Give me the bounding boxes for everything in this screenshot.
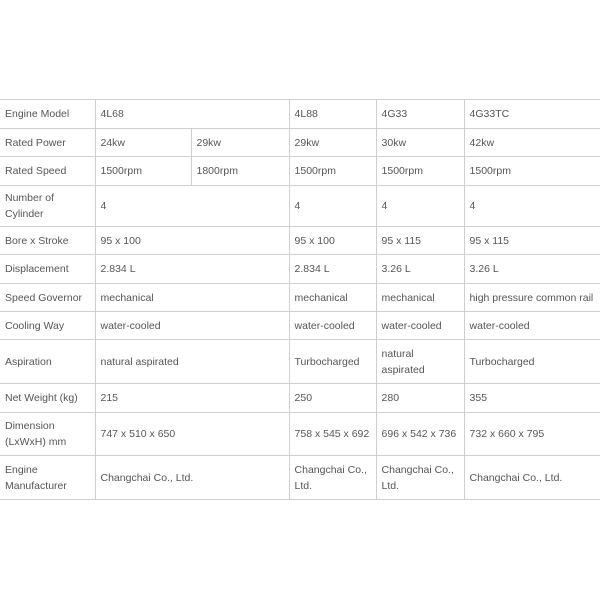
cell-4l68: 215 — [95, 384, 289, 413]
cell-4l88: 758 x 545 x 692 — [289, 413, 376, 456]
row-label: Engine Model — [0, 100, 95, 129]
cell-4g33tc: 1500rpm — [464, 157, 600, 186]
cell-4l88: mechanical — [289, 284, 376, 312]
row-speed-governor — [0, 284, 600, 312]
row-displacement — [0, 255, 600, 284]
row-label: Rated Speed — [0, 157, 95, 186]
cell-4l88: Changchai Co., Ltd. — [289, 456, 376, 500]
cell-4g33tc: 355 — [464, 384, 600, 413]
cell-4l68: 4L68 — [95, 100, 289, 129]
cell-4l68-a: 1500rpm — [95, 157, 191, 186]
row-label: Engine Manufacturer — [0, 456, 95, 500]
row-rated-speed — [0, 157, 600, 186]
cell-4l88: 1500rpm — [289, 157, 376, 186]
cell-4l68: 95 x 100 — [95, 227, 289, 255]
cell-4g33tc: 42kw — [464, 129, 600, 157]
row-label: Bore x Stroke — [0, 227, 95, 255]
cell-4l88: 250 — [289, 384, 376, 413]
cell-4g33: 30kw — [376, 129, 464, 157]
cell-4l88: 4 — [289, 186, 376, 227]
cell-4g33: natural aspirated — [376, 340, 464, 384]
row-number-of-cylinder — [0, 186, 600, 227]
engine-spec-table — [0, 99, 600, 500]
cell-4g33tc: 4 — [464, 186, 600, 227]
row-aspiration — [0, 340, 600, 384]
row-dimension — [0, 413, 600, 456]
row-label: Aspiration — [0, 340, 95, 384]
cell-4g33: water-cooled — [376, 312, 464, 340]
row-bore-x-stroke — [0, 227, 600, 255]
cell-4l68: mechanical — [95, 284, 289, 312]
cell-4l68: natural aspirated — [95, 340, 289, 384]
row-cooling-way — [0, 312, 600, 340]
row-engine-model — [0, 100, 600, 129]
cell-4l68: 4 — [95, 186, 289, 227]
row-net-weight — [0, 384, 600, 413]
cell-4g33: 4G33 — [376, 100, 464, 129]
cell-4g33: 280 — [376, 384, 464, 413]
cell-4g33tc: 3.26 L — [464, 255, 600, 284]
cell-4l68: 2.834 L — [95, 255, 289, 284]
cell-4g33: 3.26 L — [376, 255, 464, 284]
cell-4g33tc: 4G33TC — [464, 100, 600, 129]
spec-table-wrapper — [0, 99, 600, 500]
cell-4l68-a: 24kw — [95, 129, 191, 157]
cell-4l88: water-cooled — [289, 312, 376, 340]
cell-4g33: 696 x 542 x 736 — [376, 413, 464, 456]
cell-4l88: Turbocharged — [289, 340, 376, 384]
cell-4l88: 2.834 L — [289, 255, 376, 284]
cell-4g33: 95 x 115 — [376, 227, 464, 255]
cell-4g33tc: high pressure common rail — [464, 284, 600, 312]
row-label: Displacement — [0, 255, 95, 284]
cell-4g33: mechanical — [376, 284, 464, 312]
row-label: Speed Governor — [0, 284, 95, 312]
cell-4g33: 4 — [376, 186, 464, 227]
cell-4l68: Changchai Co., Ltd. — [95, 456, 289, 500]
cell-4g33tc: Turbocharged — [464, 340, 600, 384]
row-label: Dimension (LxWxH) mm — [0, 413, 95, 456]
row-label: Number of Cylinder — [0, 186, 95, 227]
row-label: Net Weight (kg) — [0, 384, 95, 413]
cell-4g33: Changchai Co., Ltd. — [376, 456, 464, 500]
cell-4l88: 95 x 100 — [289, 227, 376, 255]
cell-4l68: water-cooled — [95, 312, 289, 340]
row-rated-power — [0, 129, 600, 157]
row-label: Cooling Way — [0, 312, 95, 340]
row-engine-manufacturer — [0, 456, 600, 500]
cell-4g33tc: 732 x 660 x 795 — [464, 413, 600, 456]
cell-4g33tc: water-cooled — [464, 312, 600, 340]
cell-4l88: 29kw — [289, 129, 376, 157]
cell-4g33tc: Changchai Co., Ltd. — [464, 456, 600, 500]
cell-4l88: 4L88 — [289, 100, 376, 129]
cell-4l68-b: 1800rpm — [191, 157, 289, 186]
row-label: Rated Power — [0, 129, 95, 157]
cell-4g33tc: 95 x 115 — [464, 227, 600, 255]
cell-4g33: 1500rpm — [376, 157, 464, 186]
cell-4l68-b: 29kw — [191, 129, 289, 157]
cell-4l68: 747 x 510 x 650 — [95, 413, 289, 456]
